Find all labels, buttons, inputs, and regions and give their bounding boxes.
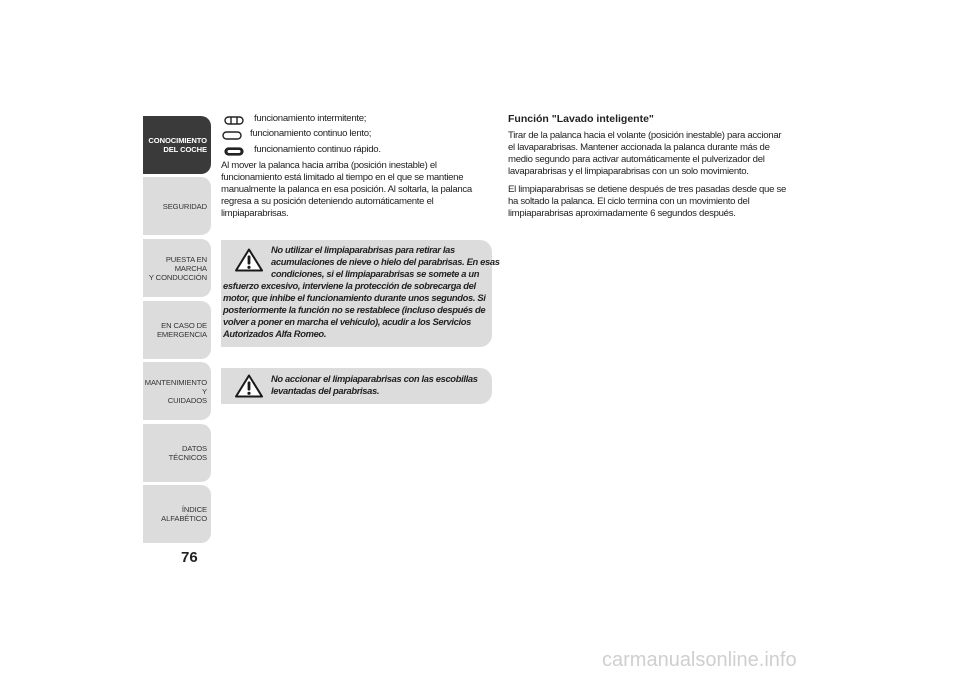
mode-slow-text: funcionamiento continuo lento;	[250, 128, 372, 139]
warning-line: acumulaciones de nieve o hielo del parabrisas. En esas	[271, 256, 500, 267]
wiper-slow-icon	[222, 131, 242, 140]
warning-triangle-icon	[235, 248, 263, 272]
paragraph-line: manualmente la palanca en esa posición. Al soltarla, la palanca	[221, 184, 472, 195]
paragraph-line: el lavaparabrisas. Mantener accionada la palanca durante más de	[508, 142, 770, 153]
warning-line: No utilizar el limpiaparabrisas para retirar las	[271, 244, 455, 255]
watermark: carmanualsonline.info	[602, 649, 797, 671]
page-number: 76	[181, 549, 198, 566]
paragraph-line: limpiaparabrisas aproximadamente 6 segundos después.	[508, 208, 736, 219]
paragraph-line: El limpiaparabrisas se detiene después de tres pasadas desde que se	[508, 184, 787, 195]
warning-line: volver a poner en marcha el vehículo), acudir a los Servicios	[223, 316, 472, 327]
mode-intermittent-text: funcionamiento intermitente;	[254, 113, 367, 124]
warning-triangle-icon	[235, 374, 263, 398]
paragraph-line: ha soltado la palanca. El ciclo termina con un movimiento del	[508, 196, 750, 207]
tab-mantenimiento[interactable]: MANTENIMIENTO Y CUIDADOS	[143, 362, 211, 420]
section-heading: Función "Lavado inteligente"	[508, 113, 654, 125]
paragraph-line: Al mover la palanca hacia arriba (posición inestable) el	[221, 160, 437, 171]
wiper-intermittent-icon	[224, 116, 244, 125]
tab-conocimiento-del-coche[interactable]: CONOCIMIENTO DEL COCHE	[143, 116, 211, 174]
warning-line: motor, que inhibe el funcionamiento durante unos segundos. Si	[223, 292, 486, 303]
warning-line: Autorizados Alfa Romeo.	[223, 328, 327, 339]
tab-puesta-en-marcha[interactable]: PUESTA EN MARCHA Y CONDUCCIÓN	[143, 239, 211, 297]
warning-line: esfuerzo excesivo, interviene la protección de sobrecarga del	[223, 280, 476, 291]
wiper-fast-icon	[224, 147, 244, 156]
paragraph-line: regresa a su posición deteniendo automáticamente el	[221, 196, 434, 207]
warning-line: levantadas del parabrisas.	[271, 385, 380, 396]
warning-line: No accionar el limpiaparabrisas con las escobillas	[271, 373, 478, 384]
paragraph-line: medio segundo para activar automáticamente el pulverizador del	[508, 154, 765, 165]
warning-box-wiper-blades	[221, 368, 492, 404]
paragraph-line: funcionamiento está limitado al tiempo en el que se mantiene	[221, 172, 464, 183]
tab-seguridad[interactable]: SEGURIDAD	[143, 177, 211, 235]
mode-fast-text: funcionamiento continuo rápido.	[254, 144, 381, 155]
warning-box-snow	[221, 240, 500, 347]
tab-indice-alfabetico[interactable]: ÍNDICE ALFABÉTICO	[143, 485, 211, 543]
tab-datos-tecnicos[interactable]: DATOS TÉCNICOS	[143, 424, 211, 482]
paragraph-line: lavaparabrisas y el limpiaparabrisas con un solo movimiento.	[508, 166, 749, 177]
warning-line: condiciones, si el limpiaparabrisas se somete a un	[271, 268, 480, 279]
paragraph-line: Tirar de la palanca hacia el volante (posición inestable) para accionar	[508, 130, 782, 141]
paragraph-line: limpiaparabrisas.	[221, 208, 289, 219]
warning-line: posteriormente la función no se restablece (incluso después de	[223, 304, 486, 315]
tab-en-caso-de-emergencia[interactable]: EN CASO DE EMERGENCIA	[143, 301, 211, 359]
